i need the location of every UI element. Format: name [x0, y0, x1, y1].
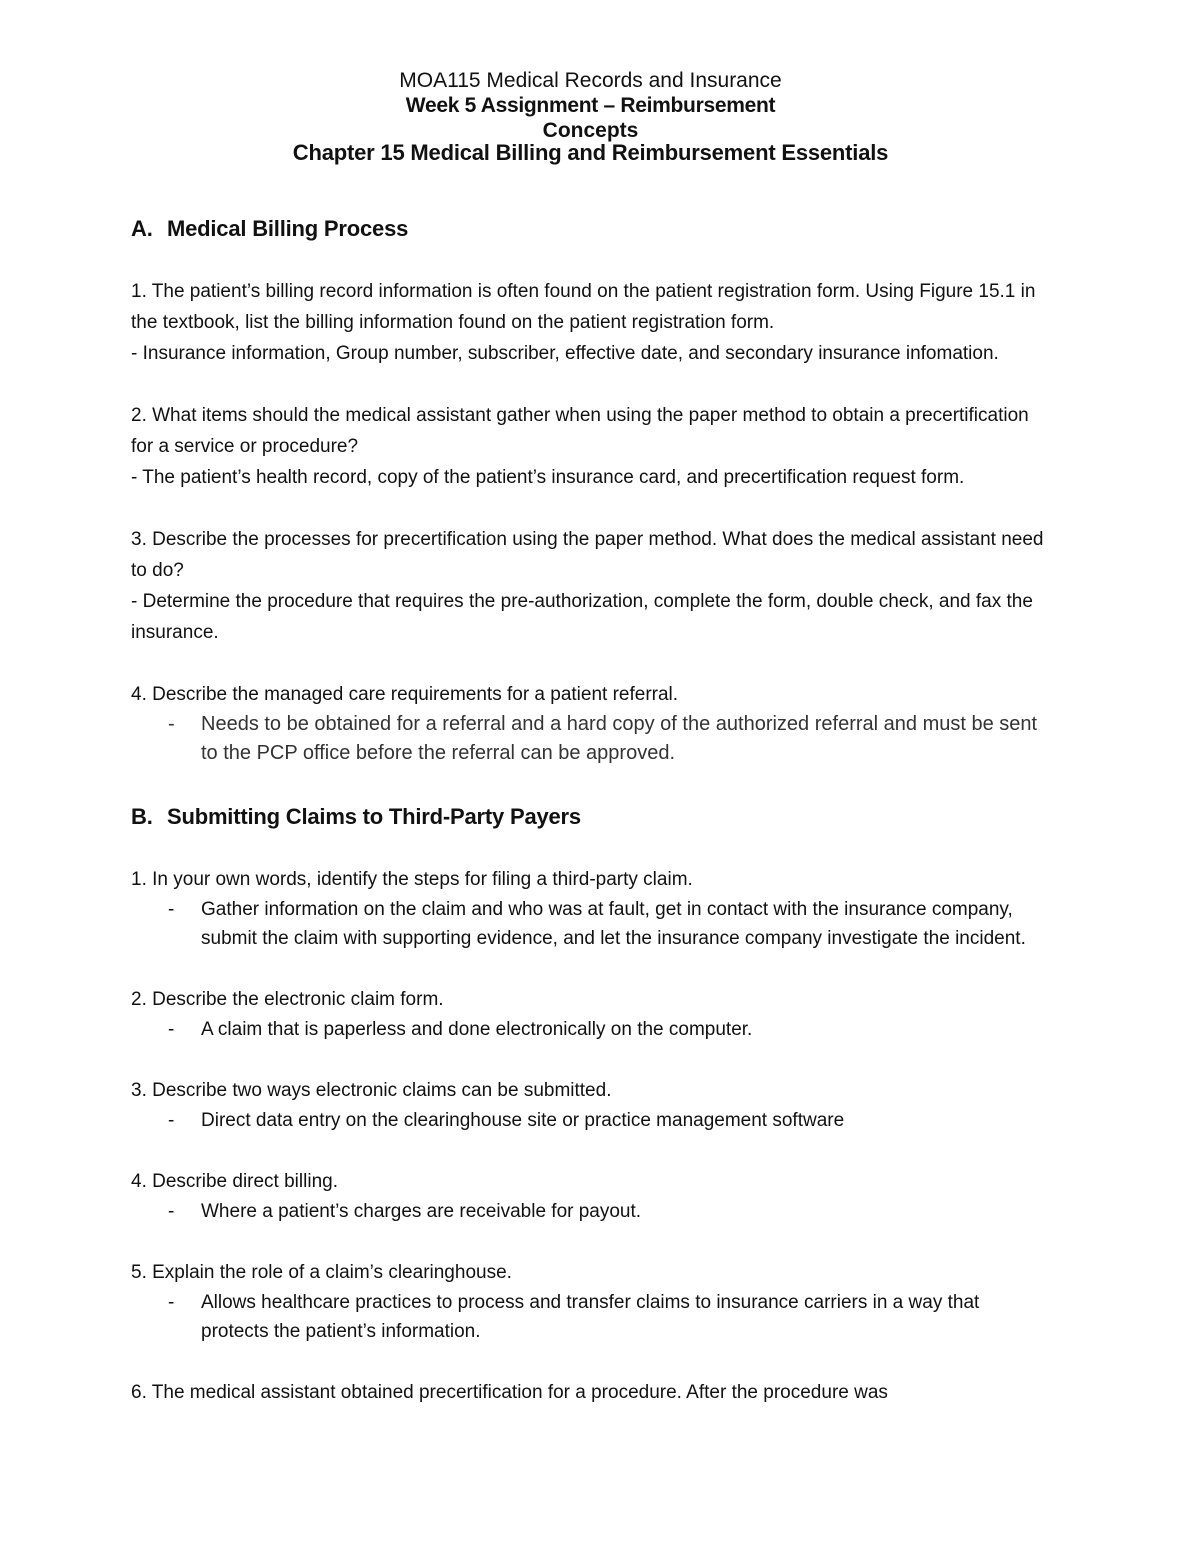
answer-b1-text: Gather information on the claim and who was at fault, get in contact with the insurance company, submit the claim with supporting evidence, and let the insurance company investigate the incident. — [201, 899, 1026, 949]
question-b2: 2. Describe the electronic claim form. — [131, 989, 444, 1010]
question-a2: 2. What items should the medical assistant gather when using the paper method to obtain a precertification for a service or procedure? — [131, 405, 1029, 457]
bullet-dash: - — [168, 713, 175, 735]
question-a4: 4. Describe the managed care requirements for a patient referral. — [131, 684, 679, 705]
answer-b5 — [131, 1288, 1050, 1346]
answer-a2: - The patient’s health record, copy of the patient’s insurance card, and precertification request form. — [131, 467, 965, 488]
bullet-dash: - — [168, 1110, 175, 1131]
answer-b5-text: Allows healthcare practices to process and transfer claims to insurance carriers in a way that protects the patient’s information. — [201, 1292, 980, 1342]
chapter-title: Chapter 15 Medical Billing and Reimbursement Essentials — [292, 140, 889, 165]
bullet-dash: - — [168, 899, 175, 920]
answer-b4-text: Where a patient’s charges are receivable for payout. — [201, 1201, 642, 1222]
section-a-letter: A. — [131, 216, 153, 241]
answer-b3-text: Direct data entry on the clearinghouse site or practice management software — [201, 1110, 845, 1131]
question-b3: 3. Describe two ways electronic claims can be submitted. — [131, 1080, 612, 1101]
answer-b3 — [131, 1106, 1050, 1135]
question-b5: 5. Explain the role of a claim’s clearinghouse. — [131, 1262, 512, 1283]
question-b6: 6. The medical assistant obtained precertification for a procedure. After the procedure was — [131, 1382, 888, 1403]
section-b-heading — [131, 804, 1050, 830]
question-b1: 1. In your own words, identify the steps for filing a third-party claim. — [131, 869, 693, 890]
answer-b2 — [131, 1015, 1050, 1044]
question-block-b6 — [131, 1377, 1050, 1408]
section-b-title: Submitting Claims to Third-Party Payers — [167, 804, 581, 829]
question-block-b3 — [131, 1075, 1050, 1135]
bullet-dash: - — [168, 1201, 175, 1222]
assignment-title: Week 5 Assignment – Reimbursement — [405, 94, 776, 117]
answer-a4 — [131, 710, 1050, 768]
course-title: MOA115 Medical Records and Insurance — [399, 69, 782, 92]
bullet-dash: - — [168, 1019, 175, 1040]
section-a-title: Medical Billing Process — [167, 216, 409, 241]
question-block-b4 — [131, 1166, 1050, 1226]
answer-b1 — [131, 895, 1050, 953]
question-block-b5 — [131, 1257, 1050, 1346]
bullet-dash: - — [168, 1292, 175, 1313]
question-block-a4 — [131, 679, 1050, 768]
assignment-title-clipped: Concepts — [542, 119, 639, 142]
question-block-a3 — [131, 524, 1050, 648]
question-a3: 3. Describe the processes for precertification using the paper method. What does the medical assistant need to do? — [131, 529, 1044, 581]
answer-a4-text: Needs to be obtained for a referral and a hard copy of the authorized referral and must be sent to the PCP office before the referral can be approved. — [201, 713, 1038, 764]
question-block-b2 — [131, 984, 1050, 1044]
answer-b2-text: A claim that is paperless and done electronically on the computer. — [201, 1019, 753, 1040]
question-a1: 1. The patient’s billing record information is often found on the patient registration form. Using Figure 15.1 in the textbook, list the billing information found on the patient registration form. — [131, 281, 1036, 333]
question-block-b1 — [131, 864, 1050, 953]
section-a-heading — [131, 216, 1050, 242]
question-block-a2 — [131, 400, 1050, 493]
question-block-a1 — [131, 276, 1050, 369]
question-b4: 4. Describe direct billing. — [131, 1171, 338, 1192]
section-b-letter: B. — [131, 804, 153, 829]
answer-b4 — [131, 1197, 1050, 1226]
answer-a1: - Insurance information, Group number, subscriber, effective date, and secondary insurance infomation. — [131, 343, 999, 364]
answer-a3: - Determine the procedure that requires the pre-authorization, complete the form, double check, and fax the insurance. — [131, 591, 1033, 643]
